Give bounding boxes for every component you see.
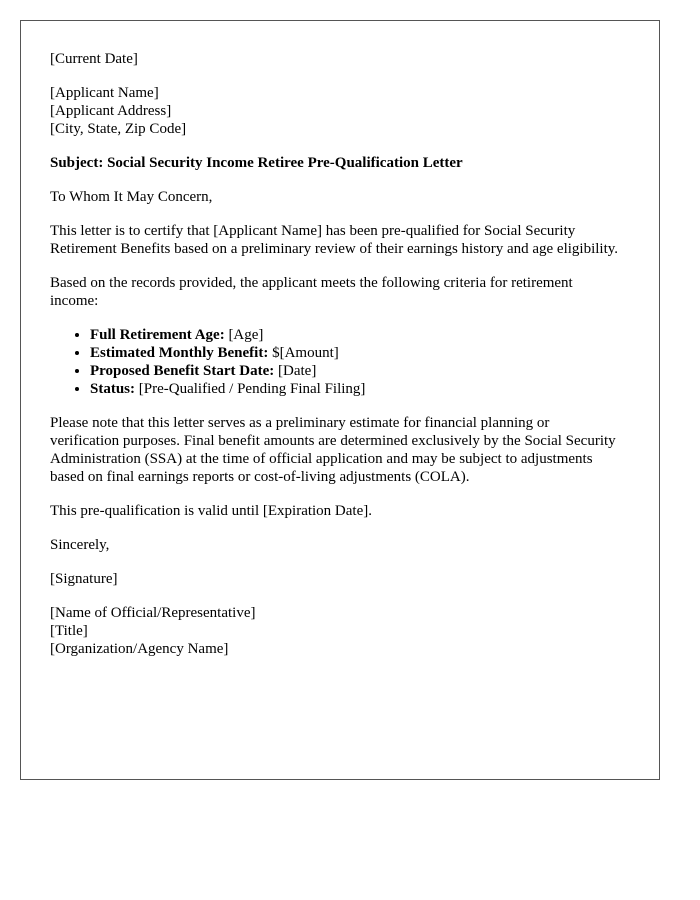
- paragraph-certification: This letter is to certify that [Applicant Name] has been pre-qualified for Social Security Retirement Benefits based on a preliminary review of their earnings history and age eligibility.: [50, 223, 619, 257]
- criteria-label: Full Retirement Age:: [90, 327, 225, 343]
- official-title: [Title]: [50, 623, 88, 639]
- criteria-value: [Pre-Qualified / Pending Final Filing]: [135, 381, 366, 397]
- criteria-item-monthly-benefit: [90, 344, 620, 362]
- letter-page: [20, 20, 660, 780]
- paragraph-disclaimer: Please note that this letter serves as a preliminary estimate for financial planning or verification purposes. Final benefit amounts are determined exclusively by the Social Security Administration (SSA) at the time of official application and may be subject to adjustments based on final earnings reports or cost-of-living adjustments (COLA).: [50, 415, 616, 485]
- letter-subject: Subject: Social Security Income Retiree Pre-Qualification Letter: [50, 155, 463, 171]
- criteria-value: [Age]: [224, 327, 264, 343]
- paragraph-validity: This pre-qualification is valid until [Expiration Date].: [50, 503, 372, 519]
- criteria-label: Proposed Benefit Start Date:: [90, 363, 275, 379]
- paragraph-criteria-intro: Based on the records provided, the applicant meets the following criteria for retirement income:: [50, 275, 573, 309]
- applicant-city-state-zip: [City, State, Zip Code]: [50, 121, 187, 137]
- applicant-block: [50, 84, 620, 138]
- official-organization: [Organization/Agency Name]: [50, 641, 229, 657]
- letter-salutation: To Whom It May Concern,: [50, 189, 213, 205]
- letter-content: [50, 50, 620, 674]
- criteria-item-retirement-age: [90, 326, 620, 344]
- criteria-value: [Date]: [274, 363, 317, 379]
- letter-closing: Sincerely,: [50, 537, 110, 553]
- letter-date: [Current Date]: [50, 51, 138, 67]
- criteria-list: [50, 326, 620, 398]
- criteria-item-start-date: [90, 362, 620, 380]
- criteria-label: Estimated Monthly Benefit:: [90, 345, 269, 361]
- criteria-item-status: [90, 380, 620, 398]
- applicant-address: [Applicant Address]: [50, 103, 172, 119]
- applicant-name: [Applicant Name]: [50, 85, 159, 101]
- criteria-value: $[Amount]: [268, 345, 339, 361]
- letter-signature: [Signature]: [50, 571, 118, 587]
- official-name: [Name of Official/Representative]: [50, 605, 256, 621]
- criteria-label: Status:: [90, 381, 136, 397]
- official-block: [50, 604, 620, 658]
